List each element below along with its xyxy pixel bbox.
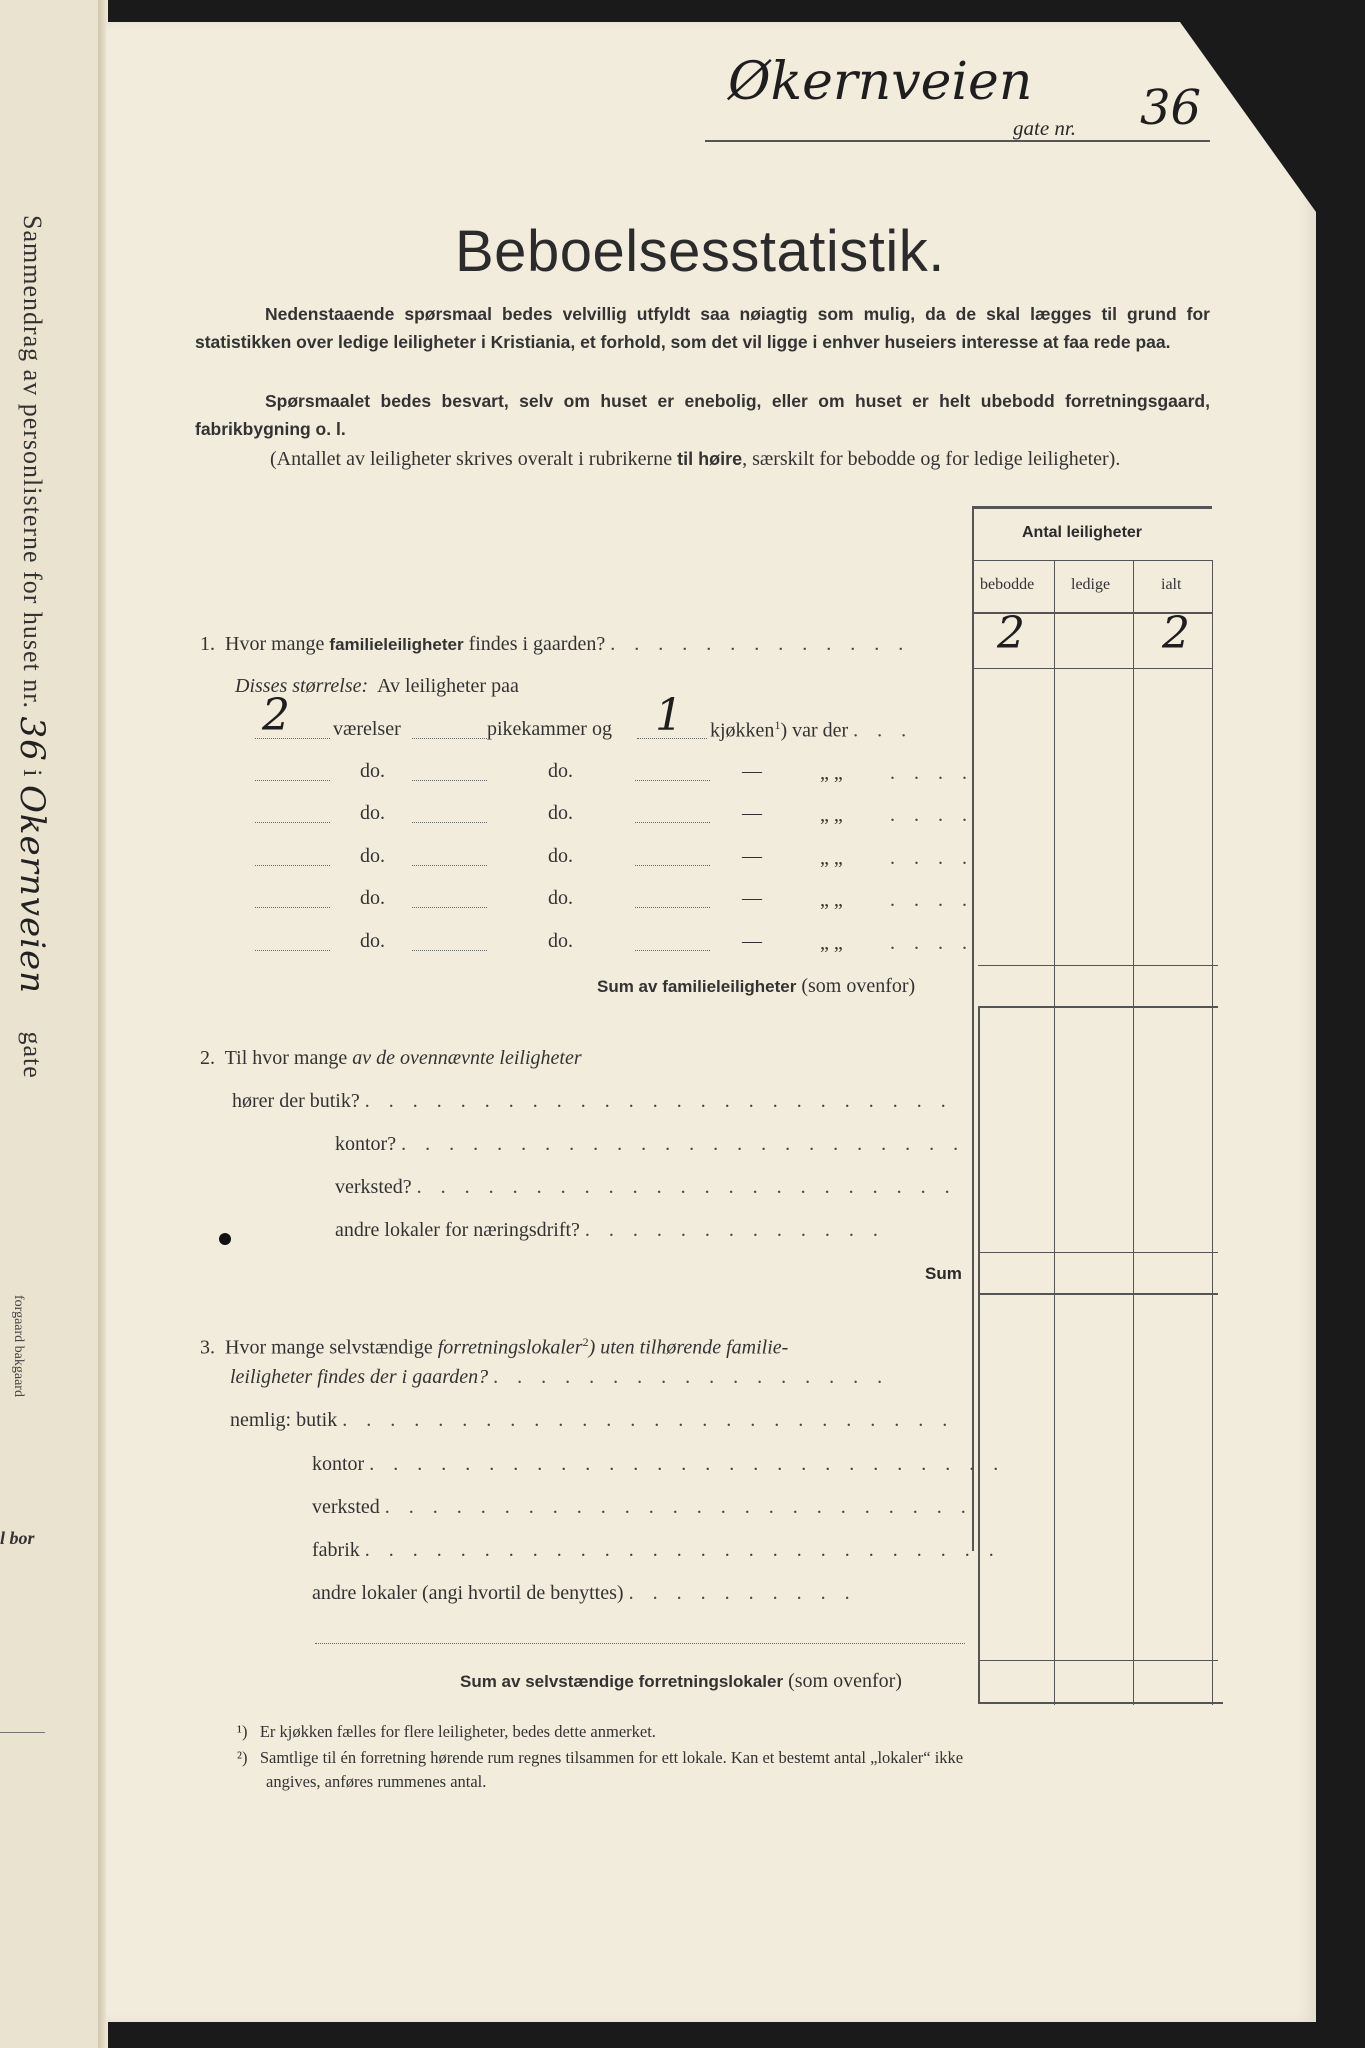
- left-vertical-text: [12, 215, 52, 1079]
- vaerelser-label: værelser: [333, 718, 401, 740]
- do-10: do.: [548, 930, 573, 952]
- left-small-text: forgaard bakgaard: [11, 1295, 26, 1397]
- var-der-label: ) var der: [780, 719, 849, 742]
- left-bor-label: l bor: [0, 1528, 35, 1548]
- q2-kontor: kontor?: [335, 1133, 397, 1155]
- left-vertical-gate: gate: [18, 1031, 47, 1079]
- quote-1: „ „: [820, 762, 843, 784]
- quote-5: „ „: [820, 932, 843, 954]
- q2-line: [200, 1047, 582, 1070]
- quote-2: „ „: [820, 804, 843, 826]
- q2-number: 2.: [200, 1047, 215, 1069]
- do-7: do.: [360, 887, 385, 909]
- left-vertical-label: Sammendrag av personlisterne for huset nr.: [18, 215, 47, 709]
- intro-paragraph-3: [195, 445, 1210, 473]
- dash-5: —: [742, 930, 762, 952]
- q3-text-italic-a: forretningslokaler: [437, 1336, 583, 1359]
- do-4: do.: [548, 802, 573, 824]
- footnote-2-line1: Samtlige til én forretning hørende rum regnes tilsammen for ett lokale. Kan et bestemt antal „lokaler“ ikke: [259, 1748, 964, 1767]
- dash-2: —: [742, 802, 762, 824]
- q1-text-b: findes i gaarden?: [463, 633, 606, 655]
- house-number-handwritten: 36: [1140, 80, 1202, 136]
- q2-verksted: verksted?: [335, 1176, 412, 1198]
- q3-text-a: Hvor mange selvstændige: [225, 1336, 438, 1359]
- intro-p3-bold: til høire: [677, 449, 743, 469]
- do-3: do.: [360, 802, 385, 824]
- q3-verksted: verksted: [312, 1496, 380, 1518]
- q3-fabrik: fabrik: [312, 1539, 360, 1561]
- q2-text-italic: av de ovennævnte leiligheter: [352, 1047, 582, 1069]
- table-header-title: Antal leiligheter: [1022, 524, 1143, 541]
- q3-kontor: kontor: [312, 1453, 365, 1475]
- intro-p3-b: , særskilt for bebodde og for ledige leiligheter).: [742, 448, 1121, 470]
- q3-text-italic-b: ) uten tilhørende familie-: [588, 1336, 789, 1359]
- q3-nemlig-butik: nemlig: butik: [230, 1409, 338, 1431]
- page-title: Beboelsesstatistik.: [455, 219, 945, 284]
- q3-sum-line: [460, 1670, 902, 1693]
- q1-sub-text: Av leiligheter paa: [377, 675, 519, 697]
- do-1: do.: [360, 760, 385, 782]
- quote-3: „ „: [820, 847, 843, 869]
- footnote-1-text: Er kjøkken fælles for flere leiligheter, bedes dette anmerket.: [259, 1722, 656, 1741]
- q3-andre: andre lokaler (angi hvortil de benyttes): [312, 1582, 624, 1604]
- table-col-ledige: ledige: [1071, 576, 1111, 593]
- do-9: do.: [360, 930, 385, 952]
- answer-bebodde-handwritten: 2: [997, 608, 1025, 659]
- left-handwritten-street: Okernveien: [12, 785, 52, 994]
- q3-butik-line: nemlig: butik . . . . . . . . . . . . . . . . . . . . . . . . . .: [230, 1409, 955, 1431]
- footnote-1: [237, 1722, 656, 1742]
- q2-text-a: Til hvor mange: [224, 1047, 353, 1069]
- q3-kontor-line: kontor . . . . . . . . . . . . . . . . . . . . . . . . . . .: [312, 1453, 1006, 1475]
- q3-line: [200, 1335, 788, 1360]
- q1-sum-rest: (som ovenfor): [801, 975, 916, 997]
- intro-p3-a: (Antallet av leiligheter skrives overalt i rubrikerne: [270, 448, 678, 470]
- street-name-handwritten: Økernveien: [728, 52, 1033, 112]
- q1-text-a: Hvor mange: [225, 633, 330, 655]
- q3-line2-italic: leiligheter findes der i gaarden?: [230, 1366, 489, 1388]
- footnote-ref-1: 1: [774, 718, 781, 732]
- q1-text-bold: familieleiligheter: [329, 635, 464, 654]
- q3-line-2: leiligheter findes der i gaarden? . . . . . . . . . . . . . . . . .: [230, 1366, 890, 1388]
- do-2: do.: [548, 760, 573, 782]
- q3-sum-rest: (som ovenfor): [788, 1670, 902, 1692]
- kjokken-line: kjøkken$^1$) var der . . .: [710, 718, 914, 742]
- table-col-bebodde: bebodde: [980, 576, 1035, 593]
- q3-sum-bold: Sum av selvstændige forretningslokaler: [460, 1672, 784, 1691]
- intro-paragraph-2: Spørsmaalet bedes besvart, selv om huset er enebolig, eller om huset er helt ubebodd forretningsgaard, fabrikbygning o. l.: [195, 391, 1210, 439]
- q3-andre-line: andre lokaler (angi hvortil de benyttes) . . . . . . . . . .: [312, 1582, 857, 1604]
- q2-verksted-line: verksted? . . . . . . . . . . . . . . . . . . . . . . .: [335, 1176, 957, 1198]
- dash-4: —: [742, 887, 762, 909]
- q3-fabrik-line: fabrik . . . . . . . . . . . . . . . . . . . . . . . . . . .: [312, 1539, 1001, 1561]
- q2-butik-line: hører der butik? . . . . . . . . . . . . . . . . . . . . . . . . .: [232, 1090, 953, 1112]
- answer-ialt-handwritten: 2: [1162, 608, 1190, 659]
- footnote-2-line2: angives, anføres rummenes antal.: [266, 1772, 487, 1791]
- q1-number: 1.: [200, 633, 215, 655]
- q3-number: 3.: [200, 1336, 215, 1359]
- footnote-ref-2: 2: [582, 1335, 589, 1349]
- footnote-2-mark: ²): [237, 1748, 248, 1767]
- table-col-ialt: ialt: [1161, 576, 1182, 593]
- street-underline: [705, 140, 1210, 142]
- dash-3: —: [742, 845, 762, 867]
- q3-verksted-line: verksted . . . . . . . . . . . . . . . . . . . . . . . . .: [312, 1496, 973, 1518]
- q1-line: 1. Hvor mange familieleiligheter findes i gaarden? . . . . . . . . . . . . .: [200, 633, 911, 655]
- dash-1: —: [742, 760, 762, 782]
- intro-paragraph-1: Nedenstaaende spørsmaal bedes velvillig utfyldt saa nøiagtig som mulig, da de skal lægges til grund for statistikken over ledige leiligheter i Kristiania, et forhold, som det vil ligge i enhver huseiers interesse at faa rede paa.: [195, 304, 1210, 352]
- left-line: [0, 1732, 45, 1733]
- rooms-handwritten: 2: [262, 690, 290, 741]
- q2-andre-line: andre lokaler for næringsdrift? . . . . . . . . . . . . .: [335, 1219, 885, 1241]
- pikekammer-label: pikekammer og: [487, 718, 612, 740]
- q2-andre: andre lokaler for næringsdrift?: [335, 1219, 580, 1241]
- do-6: do.: [548, 845, 573, 867]
- q1-sum-line: [597, 975, 915, 998]
- footnote-1-mark: ¹): [237, 1722, 248, 1741]
- footnote-2: [237, 1748, 963, 1768]
- ink-dot: [219, 1233, 231, 1245]
- quote-4: „ „: [820, 889, 843, 911]
- left-page: [0, 0, 100, 2048]
- q1-sum-bold: Sum av familieleiligheter: [597, 977, 797, 996]
- q2-butik: hører der butik?: [232, 1090, 360, 1112]
- left-vertical-i: i: [18, 769, 47, 778]
- kjokken-label: kjøkken: [710, 719, 775, 742]
- q2-kontor-line: kontor? . . . . . . . . . . . . . . . . . . . . . . . .: [335, 1133, 966, 1155]
- gate-nr-label: gate nr.: [1013, 116, 1076, 140]
- q1-sub-italic: Disses størrelse:: [235, 675, 369, 697]
- left-handwritten-number: 36: [12, 716, 52, 762]
- q2-sum: Sum: [925, 1264, 962, 1283]
- do-8: do.: [548, 887, 573, 909]
- do-5: do.: [360, 845, 385, 867]
- kitchen-handwritten: 1: [655, 690, 683, 741]
